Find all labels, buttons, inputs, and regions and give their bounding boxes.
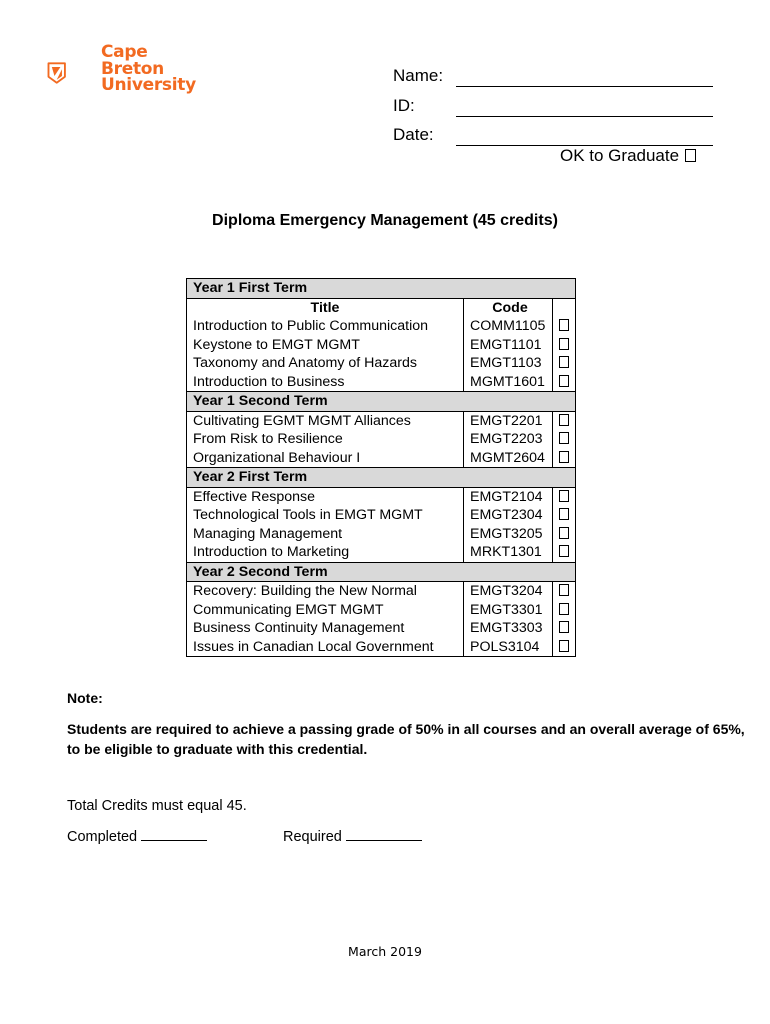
course-check-cell: [553, 411, 576, 430]
column-header-title: Title: [187, 298, 464, 317]
course-title: Introduction to Public Communication: [187, 317, 464, 336]
course-checkbox[interactable]: [559, 356, 569, 368]
course-code: COMM1105: [464, 317, 553, 336]
completed-label: Completed: [67, 829, 138, 845]
course-row: [187, 543, 576, 562]
course-code: MGMT1601: [464, 373, 553, 392]
course-checkbox[interactable]: [559, 451, 569, 463]
course-title: Introduction to Marketing: [187, 543, 464, 562]
course-check-cell: [553, 336, 576, 355]
course-check-cell: [553, 525, 576, 544]
footer-date: March 2019: [348, 944, 422, 959]
course-checkbox[interactable]: [559, 640, 569, 652]
course-title: Communicating EMGT MGMT: [187, 601, 464, 620]
course-code: EMGT2201: [464, 411, 553, 430]
column-header-check: [553, 298, 576, 317]
term-name: Year 1 First Term: [187, 279, 576, 299]
logo-line-2: Breton: [101, 58, 164, 79]
course-title: Issues in Canadian Local Government: [187, 638, 464, 657]
term-header-row: [187, 562, 576, 582]
ok-to-graduate-checkbox[interactable]: [685, 149, 696, 162]
course-title: Cultivating EGMT MGMT Alliances: [187, 411, 464, 430]
term-name: Year 2 Second Term: [187, 562, 576, 582]
course-row: [187, 336, 576, 355]
course-code: MRKT1301: [464, 543, 553, 562]
name-label: Name:: [393, 66, 444, 85]
term-name: Year 1 Second Term: [187, 392, 576, 412]
course-title: Taxonomy and Anatomy of Hazards: [187, 354, 464, 373]
total-credits-text: Total Credits must equal 45.: [67, 798, 247, 814]
course-checkbox[interactable]: [559, 545, 569, 557]
course-title: Recovery: Building the New Normal: [187, 582, 464, 601]
ok-to-graduate: [560, 146, 696, 166]
course-check-cell: [553, 582, 576, 601]
course-row: [187, 638, 576, 657]
course-check-cell: [553, 317, 576, 336]
course-title: Managing Management: [187, 525, 464, 544]
term-header-row: [187, 468, 576, 488]
required-label: Required: [283, 829, 342, 845]
course-code: MGMT2604: [464, 449, 553, 468]
course-checkbox[interactable]: [559, 490, 569, 502]
term-header-row: [187, 279, 576, 299]
course-checkbox[interactable]: [559, 508, 569, 520]
course-title: Introduction to Business: [187, 373, 464, 392]
course-title: Technological Tools in EMGT MGMT: [187, 506, 464, 525]
page-title: Diploma Emergency Management (45 credits): [212, 212, 558, 229]
course-check-cell: [553, 638, 576, 657]
course-title: Business Continuity Management: [187, 619, 464, 638]
course-code: EMGT2203: [464, 430, 553, 449]
date-label: Date:: [393, 125, 434, 144]
course-title: From Risk to Resilience: [187, 430, 464, 449]
course-check-cell: [553, 619, 576, 638]
note-text: Students are required to achieve a passing grade of 50% in all courses and an overall average of 65%, to be eligible to graduate with this credential.: [67, 721, 745, 757]
logo-wordmark: [101, 44, 196, 94]
course-title: Effective Response: [187, 487, 464, 506]
university-logo: [47, 44, 103, 102]
course-code: EMGT3303: [464, 619, 553, 638]
note-heading: Note:: [67, 690, 103, 706]
course-row: [187, 430, 576, 449]
completed-field: [67, 828, 207, 845]
course-row: [187, 506, 576, 525]
column-header-row: [187, 298, 576, 317]
course-title: Keystone to EMGT MGMT: [187, 336, 464, 355]
name-field[interactable]: [456, 86, 713, 87]
course-row: [187, 601, 576, 620]
course-check-cell: [553, 449, 576, 468]
course-row: [187, 619, 576, 638]
required-field: [283, 828, 422, 845]
column-header-code: Code: [464, 298, 553, 317]
id-field[interactable]: [456, 116, 713, 117]
course-row: [187, 411, 576, 430]
course-checkbox[interactable]: [559, 527, 569, 539]
course-checkbox[interactable]: [559, 584, 569, 596]
course-code: EMGT3204: [464, 582, 553, 601]
course-check-cell: [553, 601, 576, 620]
course-check-cell: [553, 487, 576, 506]
course-table: [186, 278, 576, 657]
course-check-cell: [553, 354, 576, 373]
course-checkbox[interactable]: [559, 375, 569, 387]
ok-to-graduate-label: OK to Graduate: [560, 146, 680, 165]
course-check-cell: [553, 543, 576, 562]
logo-line-1: Cape: [101, 42, 148, 62]
course-row: [187, 582, 576, 601]
course-row: [187, 449, 576, 468]
course-code: EMGT1103: [464, 354, 553, 373]
course-code: EMGT3205: [464, 525, 553, 544]
course-title: Organizational Behaviour I: [187, 449, 464, 468]
course-checkbox[interactable]: [559, 338, 569, 350]
required-input[interactable]: [346, 828, 422, 841]
course-code: EMGT1101: [464, 336, 553, 355]
course-code: EMGT3301: [464, 601, 553, 620]
course-checkbox[interactable]: [559, 432, 569, 444]
course-checkbox[interactable]: [559, 621, 569, 633]
course-row: [187, 354, 576, 373]
course-code: EMGT2304: [464, 506, 553, 525]
term-name: Year 2 First Term: [187, 468, 576, 488]
course-row: [187, 317, 576, 336]
course-row: [187, 525, 576, 544]
completed-input[interactable]: [141, 828, 207, 841]
id-label: ID:: [393, 96, 415, 115]
logo-line-3: University: [101, 75, 196, 95]
course-checkbox[interactable]: [559, 319, 569, 331]
course-check-cell: [553, 373, 576, 392]
term-header-row: [187, 392, 576, 412]
course-check-cell: [553, 506, 576, 525]
course-row: [187, 373, 576, 392]
course-code: EMGT2104: [464, 487, 553, 506]
course-row: [187, 487, 576, 506]
course-code: POLS3104: [464, 638, 553, 657]
course-checkbox[interactable]: [559, 414, 569, 426]
course-check-cell: [553, 430, 576, 449]
course-checkbox[interactable]: [559, 603, 569, 615]
